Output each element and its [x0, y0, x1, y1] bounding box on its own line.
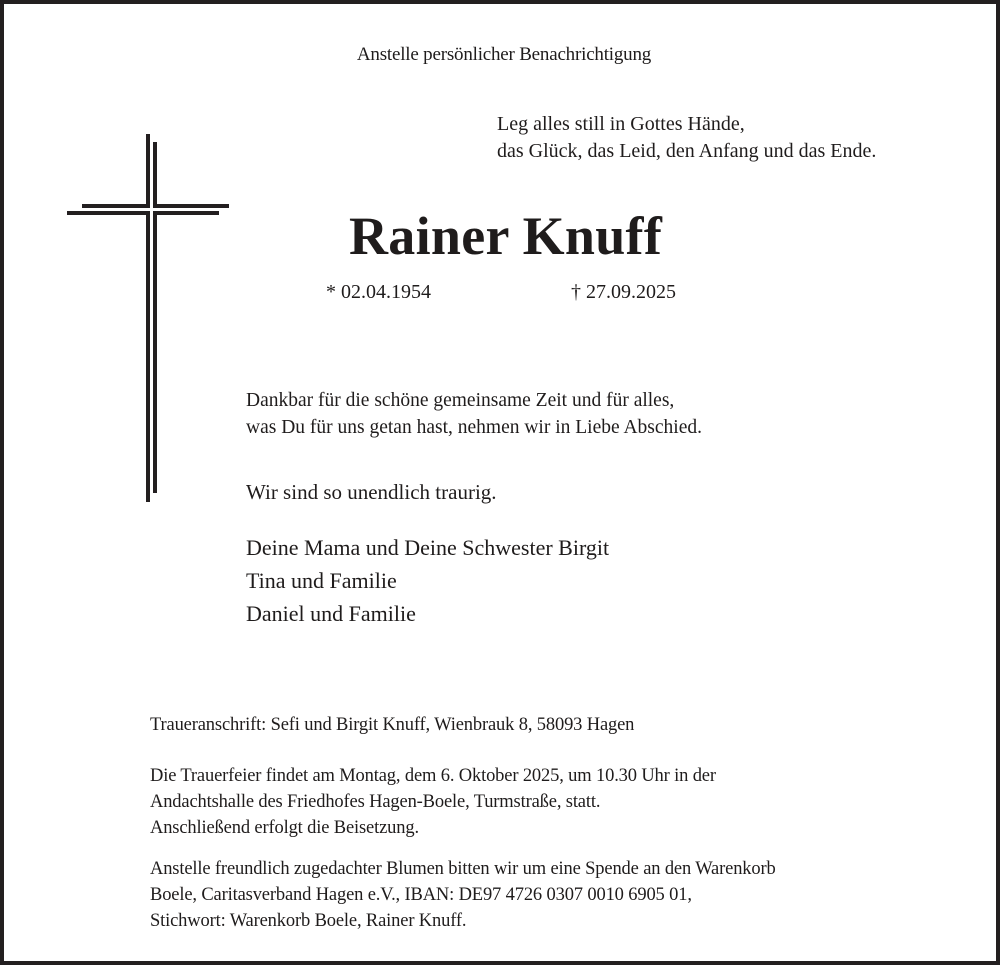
donation-line: Anstelle freundlich zugedachter Blumen bitten wir um eine Spende an den Warenkorb	[150, 859, 776, 879]
farewell-text	[246, 387, 702, 441]
farewell-line: was Du für uns getan hast, nehmen wir in Liebe Abschied.	[246, 417, 702, 438]
poem	[497, 111, 876, 165]
cross-vertical-left	[146, 134, 150, 502]
cross-vertical-right	[153, 142, 157, 493]
header-note: Anstelle persönlicher Benachrichtigung	[356, 44, 652, 65]
mourner: Deine Mama und Deine Schwester Birgit	[246, 535, 610, 560]
ceremony-line: Die Trauerfeier findet am Montag, dem 6. Oktober 2025, um 10.30 Uhr in der	[150, 766, 716, 786]
poem-line: Leg alles still in Gottes Hände,	[497, 113, 745, 135]
death-date: † 27.09.2025	[571, 281, 676, 303]
ceremony-line: Anschließend erfolgt die Beisetzung.	[150, 818, 419, 838]
mourning-address	[150, 712, 634, 738]
donation-info	[150, 856, 776, 934]
donation-line: Stichwort: Warenkorb Boele, Rainer Knuff.	[150, 911, 467, 931]
mourner: Daniel und Familie	[246, 601, 416, 626]
address-line: Traueranschrift: Sefi und Birgit Knuff, Wienbrauk 8, 58093 Hagen	[150, 715, 635, 735]
cross-gap	[146, 208, 157, 211]
cross-horizontal-bottom	[67, 211, 219, 215]
sorrow-line: Wir sind so unendlich traurig.	[246, 480, 497, 504]
deceased-name: Rainer Knuff	[349, 206, 663, 266]
farewell-line: Dankbar für die schöne gemeinsame Zeit und für alles,	[246, 390, 675, 411]
ceremony-info	[150, 763, 716, 841]
mourners-list	[246, 531, 609, 630]
poem-line: das Glück, das Leid, den Anfang und das Ende.	[497, 140, 877, 162]
ceremony-line: Andachtshalle des Friedhofes Hagen-Boele, Turmstraße, statt.	[150, 792, 601, 812]
mourner: Tina und Familie	[246, 568, 397, 593]
donation-line: Boele, Caritasverband Hagen e.V., IBAN: DE97 4726 0307 0010 6905 01,	[150, 885, 692, 905]
birth-date: * 02.04.1954	[326, 281, 431, 303]
